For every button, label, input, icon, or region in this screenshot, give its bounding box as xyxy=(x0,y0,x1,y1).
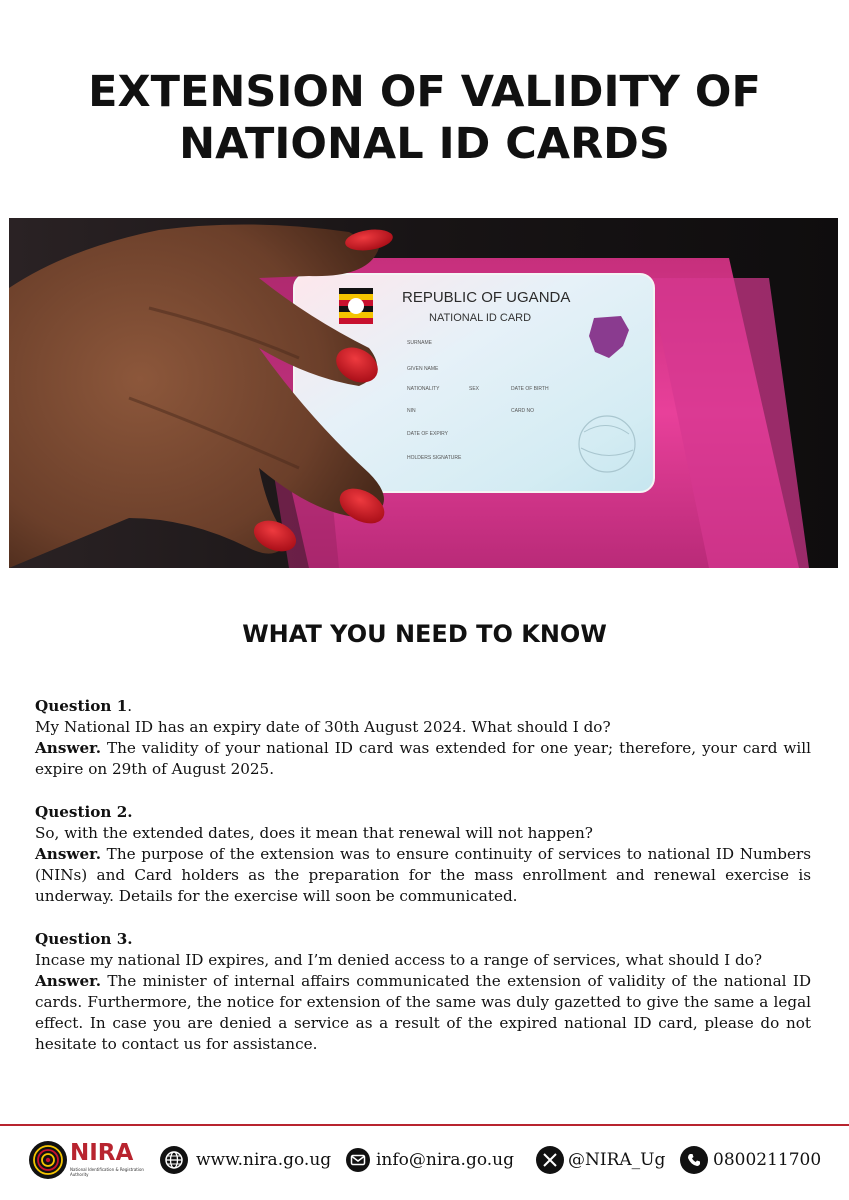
card-field-nationality: NATIONALITY xyxy=(407,386,440,392)
footer-divider xyxy=(0,1124,849,1126)
title-line-1: EXTENSION OF VALIDITY OF xyxy=(88,67,761,117)
question-label: Question 2. xyxy=(35,803,133,821)
answer-label: Answer. xyxy=(35,739,102,757)
section-heading: WHAT YOU NEED TO KNOW xyxy=(242,620,607,648)
x-handle-link[interactable] xyxy=(536,1144,665,1176)
card-subtitle: NATIONAL ID CARD xyxy=(429,312,532,324)
title-line-2: NATIONAL ID CARDS xyxy=(179,119,670,169)
card-field-nin: NIN xyxy=(407,408,416,414)
footer xyxy=(0,1136,849,1184)
email-link[interactable] xyxy=(346,1144,514,1176)
logo-text: NIRA xyxy=(70,1140,134,1166)
question-label: Question 1 xyxy=(35,697,128,715)
x-logo-icon xyxy=(536,1146,564,1174)
card-field-sex: SEX xyxy=(469,386,480,392)
answer-label: Answer. xyxy=(35,845,102,863)
question-label-line xyxy=(35,696,811,717)
card-field-signature: HOLDERS SIGNATURE xyxy=(407,455,462,461)
card-field-card-no: CARD NO xyxy=(511,408,535,414)
answer-line xyxy=(35,971,811,1055)
phone-link[interactable] xyxy=(680,1144,821,1176)
card-field-dob: DATE OF BIRTH xyxy=(511,386,549,392)
card-field-given-name: GIVEN NAME xyxy=(407,366,439,372)
question-text: Incase my national ID expires, and I’m denied access to a range of services, what should I do? xyxy=(35,951,762,969)
email-text: info@nira.go.ug xyxy=(376,1150,515,1170)
card-field-expiry: DATE OF EXPIRY xyxy=(407,431,448,437)
website-link[interactable] xyxy=(160,1144,331,1176)
question-label-suffix: . xyxy=(127,697,133,715)
answer-text: The minister of internal affairs communicated the extension of validity of the national ID cards. Furthermore, the notice for extension of the same was duly gazetted to give the same a legal effect. In case you are denied a service as a result of the expired national ID card, please do not hesitate to contact us for assistance. xyxy=(35,972,811,1053)
question-label-line xyxy=(35,802,811,823)
question-text: My National ID has an expiry date of 30th August 2024. What should I do? xyxy=(35,718,611,736)
phone-text: 0800211700 xyxy=(713,1150,822,1170)
fingerprint-logo-icon xyxy=(28,1140,68,1180)
mail-icon xyxy=(346,1148,370,1172)
uganda-flag-emblem xyxy=(339,288,373,324)
nira-logo xyxy=(28,1136,146,1184)
hero-photo xyxy=(9,218,838,568)
phone-icon xyxy=(680,1146,708,1174)
answer-label: Answer. xyxy=(35,972,102,990)
x-handle-text: @NIRA_Ug xyxy=(568,1150,666,1170)
question-text: So, with the extended dates, does it mean that renewal will not happen? xyxy=(35,824,593,842)
faq-item-2 xyxy=(35,802,811,907)
answer-text: The purpose of the extension was to ensure continuity of services to national ID Numbers (NINs) and Card holders as the preparation for the mass enrollment and renewal exercise is underway. Details for the exercise will soon be communicated. xyxy=(35,845,811,905)
logo-subtitle: National Identification & Registration Authority xyxy=(70,1167,144,1177)
page-title xyxy=(0,66,849,170)
faq-item-1 xyxy=(35,696,811,780)
question-label-line xyxy=(35,929,811,950)
card-field-surname: SURNAME xyxy=(407,340,433,346)
faq-list xyxy=(35,696,811,1077)
question-label: Question 3. xyxy=(35,930,133,948)
card-title: REPUBLIC OF UGANDA xyxy=(402,289,571,306)
answer-line xyxy=(35,844,811,907)
faq-item-3 xyxy=(35,929,811,1055)
globe-icon xyxy=(160,1146,188,1174)
website-text: www.nira.go.ug xyxy=(196,1150,332,1170)
hand-holding-id-card-illustration xyxy=(9,218,838,568)
answer-text: The validity of your national ID card was extended for one year; therefore, your card will expire on 29th of August 2025. xyxy=(35,739,811,778)
answer-line xyxy=(35,738,811,780)
